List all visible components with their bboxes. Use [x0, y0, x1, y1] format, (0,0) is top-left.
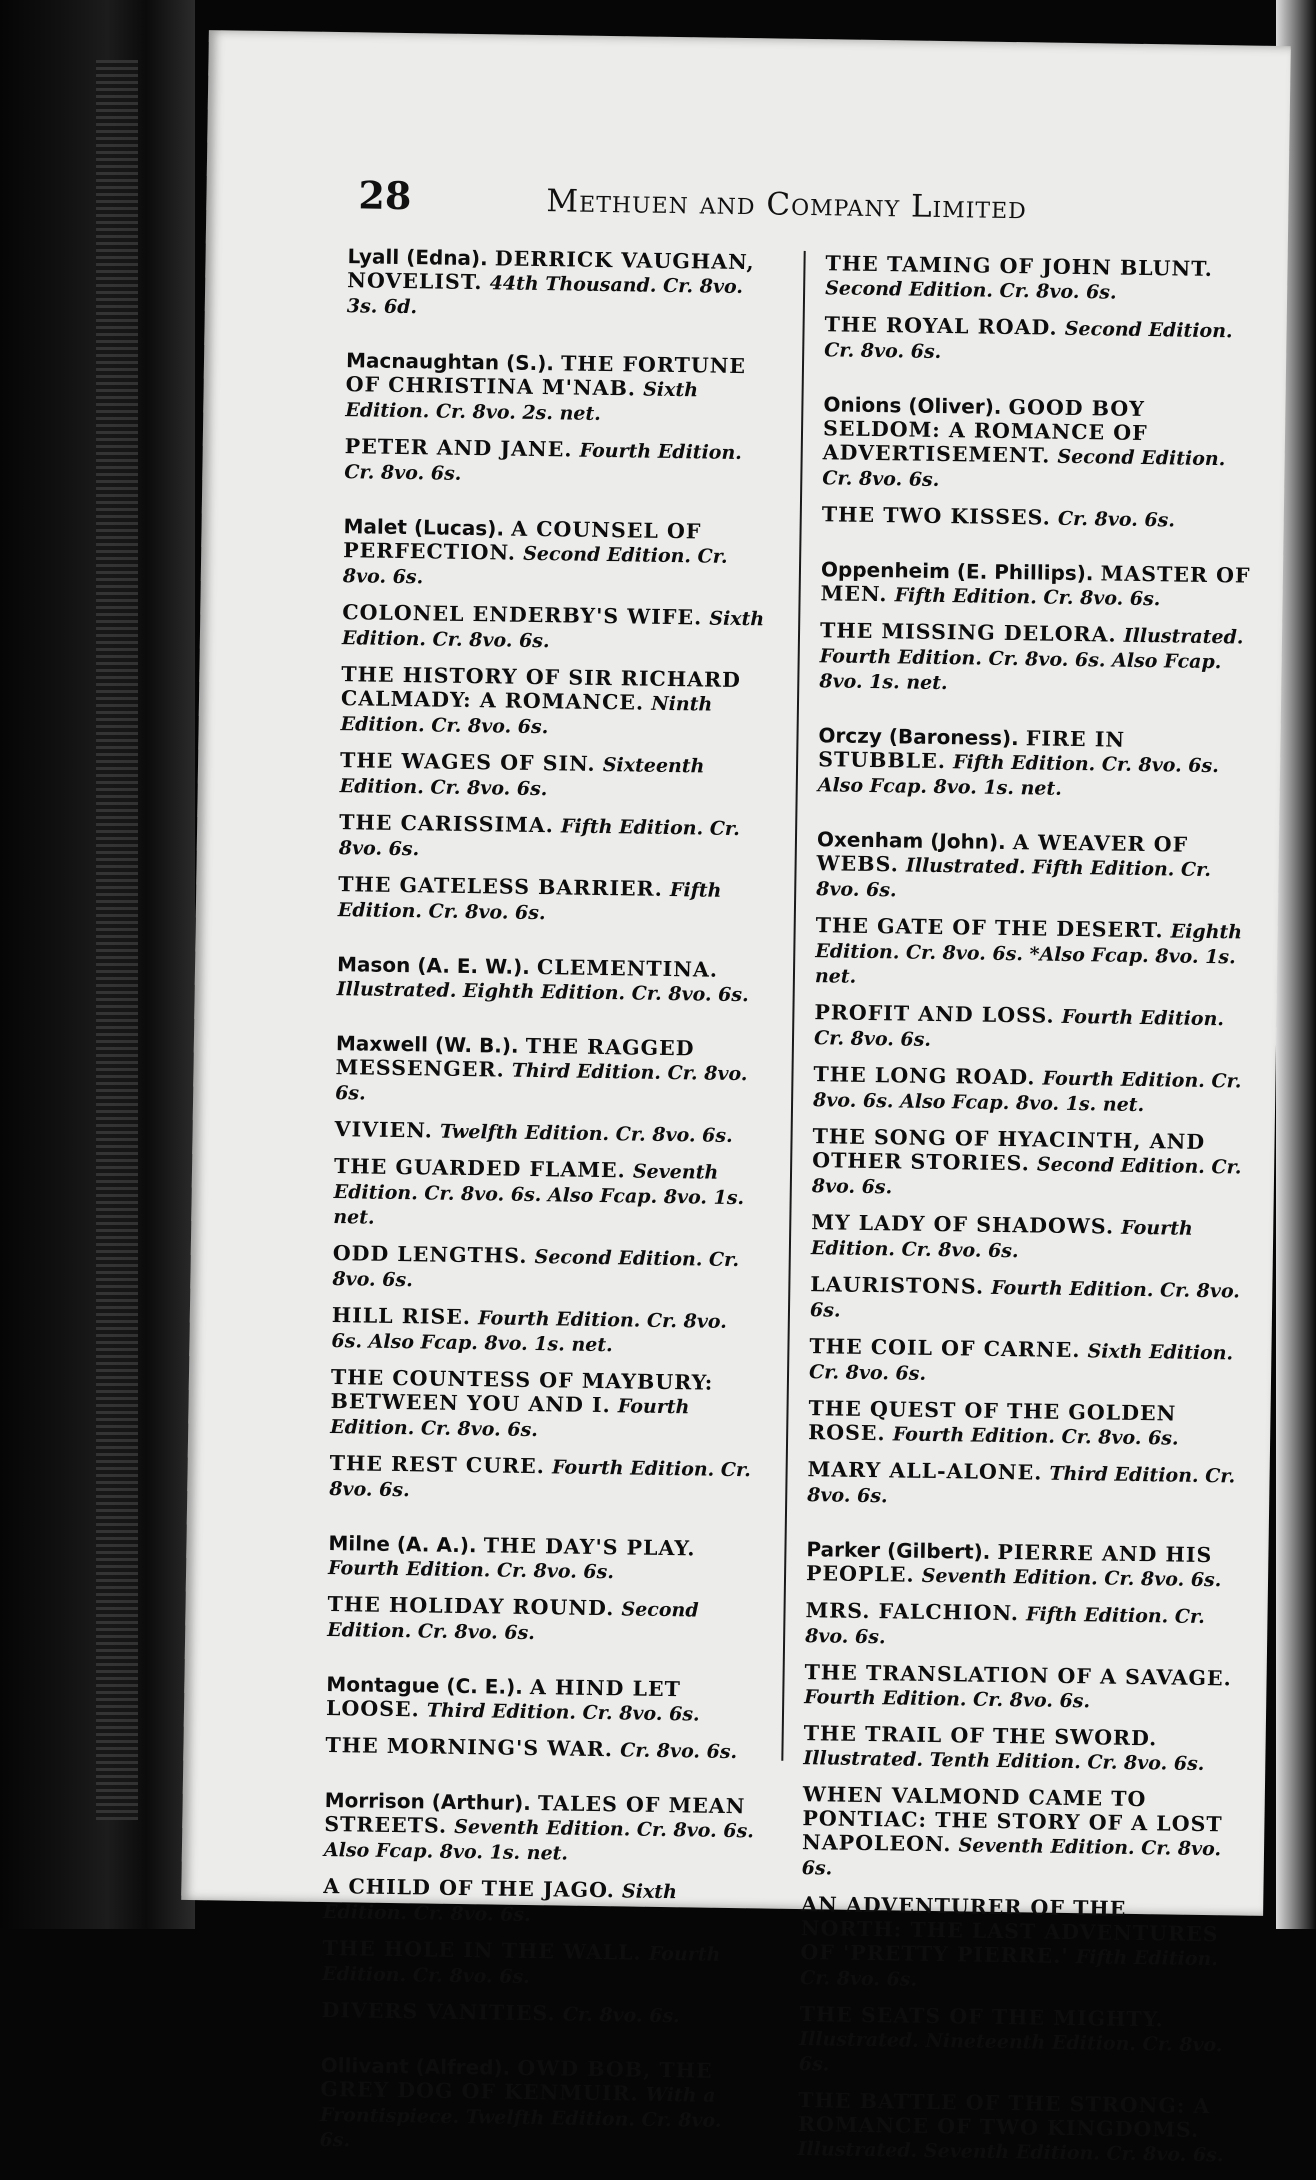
- catalogue-entry: [338, 872, 771, 928]
- entry-details: Second Edition. Cr. 8vo. 6s.: [327, 1598, 699, 1645]
- entry-details: Fourth Edition. Cr. 8vo. 6s.: [344, 439, 743, 485]
- catalogue-entry: [808, 1396, 1241, 1451]
- catalogue-entry: [337, 952, 770, 1007]
- catalogue-entry: [332, 1241, 765, 1297]
- entry-title: THE TRANSLATION OF A SAVAGE.: [804, 1660, 1232, 1691]
- catalogue-entry: [807, 1457, 1240, 1513]
- catalogue-entry: [815, 913, 1248, 994]
- entry-details: Fourth Edition. Cr. 8vo. 6s. Also Fcap. 8vo. 1s. net.: [812, 1067, 1242, 1117]
- entry-details: Fourth Edition. Cr. 8vo. 6s.: [810, 1216, 1193, 1263]
- catalogue-entry: [800, 1892, 1233, 1996]
- entry-title: THE BATTLE OF THE STRONG: A ROMANCE OF TWO KINGDOMS.: [797, 2088, 1211, 2142]
- catalogue-entry: [328, 1531, 761, 1586]
- entry-title: PIERRE AND HIS PEOPLE.: [805, 1539, 1213, 1587]
- entry-title: VIVIEN.: [334, 1117, 433, 1143]
- entry-author: Morrison (Arthur).: [324, 1787, 532, 1816]
- entry-details: Third Edition. Cr. 8vo. 6s.: [426, 1699, 700, 1726]
- entry-title: A CHILD OF THE JAGO.: [323, 1873, 616, 1903]
- entry-title: THE HISTORY OF SIR RICHARD CALMADY: A ROMANCE.: [340, 662, 742, 715]
- catalogue-entry: [330, 1365, 763, 1445]
- catalogue-entry: [809, 1334, 1242, 1390]
- catalogue-entry: [814, 1000, 1247, 1056]
- catalogue-entry: [810, 1272, 1243, 1328]
- catalogue-entry: [324, 1788, 757, 1868]
- entry-title: COLONEL ENDERBY'S WIFE.: [342, 600, 703, 630]
- entry-details: Third Edition. Cr. 8vo. 6s.: [807, 1462, 1236, 1508]
- page-number: 28: [358, 172, 412, 219]
- entry-title: PROFIT AND LOSS.: [814, 1000, 1055, 1028]
- spine-binding: [96, 60, 138, 1820]
- entry-details: Sixth Edition. Cr. 8vo. 6s.: [808, 1340, 1234, 1385]
- entry-details: Eighth Edition. Cr. 8vo. 6s. *Also Fcap. 8vo. 1s. net.: [814, 920, 1243, 988]
- catalogue-entry: [822, 392, 1255, 496]
- entry-details: Fifth Edition. Cr. 8vo. 6s.: [894, 584, 1161, 611]
- entry-details: Fourth Edition. Cr. 8vo. 6s. Also Fcap. 8vo. 1s. net.: [331, 1307, 727, 1357]
- entry-title: THE COIL OF CARNE.: [809, 1334, 1081, 1363]
- catalogue-entry: [802, 1782, 1235, 1886]
- catalogue-page: [181, 30, 1291, 2167]
- entry-title: FIRE IN STUBBLE.: [818, 726, 1126, 774]
- entry-title: THE COUNTESS OF MAYBURY: BETWEEN YOU AND I.: [330, 1365, 714, 1418]
- entry-title: ODD LENGTHS.: [332, 1241, 528, 1268]
- entry-details: Illustrated. Nineteenth Edition. Cr. 8vo. 6s.: [798, 2028, 1223, 2076]
- entry-title: OWD BOB, THE GREY DOG OF KENMUIR.: [320, 2055, 713, 2106]
- entry-details: Twelfth Edition. Cr. 8vo. 6s.: [439, 1120, 733, 1147]
- catalogue-entry: [819, 618, 1252, 699]
- catalogue-entry: [339, 810, 772, 866]
- catalogue-entry: [806, 1537, 1239, 1592]
- catalogue-entry: [824, 312, 1257, 368]
- entry-details: Sixth Edition. Cr. 8vo. 2s. net.: [345, 378, 699, 425]
- entry-details: Seventh Edition. Cr. 8vo. 6s. Also Fcap. 8vo. 1s. net.: [323, 1815, 755, 1865]
- right-column: [797, 251, 1257, 2179]
- entry-details: Fourth Edition. Cr. 8vo. 6s.: [330, 1395, 690, 1442]
- entry-title: MY LADY OF SHADOWS.: [811, 1210, 1115, 1239]
- catalogue-entry: [816, 827, 1249, 907]
- entry-details: Second Edition. Cr. 8vo. 6s.: [825, 277, 1117, 304]
- entry-author: Lyall (Edna).: [347, 244, 488, 271]
- entry-title: HILL RISE.: [331, 1303, 472, 1330]
- entry-author: Parker (Gilbert).: [806, 1537, 991, 1564]
- catalogue-entry: [331, 1303, 764, 1359]
- entry-details: Fifth Edition. Cr. 8vo. 6s.: [805, 1603, 1206, 1649]
- entry-details: Illustrated. Seventh Edition. Cr. 8vo. 6s.: [797, 2138, 1224, 2167]
- catalogue-entry: [822, 502, 1254, 533]
- entry-author: Mason (A. E. W.).: [336, 952, 531, 979]
- entry-details: Illustrated. Tenth Edition. Cr. 8vo. 6s.: [803, 1747, 1205, 1776]
- entry-details: 44th Thousand. Cr. 8vo. 3s. 6d.: [346, 272, 744, 319]
- running-title: Methuen and Company Limited: [546, 183, 1028, 227]
- entry-title: DERRICK VAUGHAN, NOVELIST.: [347, 246, 755, 295]
- entry-title: A COUNSEL OF PERFECTION.: [343, 516, 702, 565]
- entry-details: Illustrated. Fifth Edition. Cr. 8vo. 6s.: [816, 854, 1212, 902]
- catalogue-entry: [343, 514, 776, 594]
- catalogue-entry: [340, 748, 773, 804]
- catalogue-entry: [323, 1874, 756, 1930]
- entry-title: TALES OF MEAN STREETS.: [324, 1791, 746, 1838]
- entry-details: Sixteenth Edition. Cr. 8vo. 6s.: [339, 754, 705, 801]
- entry-details: Fourth Edition. Cr. 8vo. 6s.: [327, 1557, 615, 1584]
- catalogue-entry: [811, 1210, 1244, 1266]
- catalogue-entry: [804, 1660, 1237, 1715]
- catalogue-entry: [325, 1733, 757, 1764]
- entry-details: Illustrated. Eighth Edition. Cr. 8vo. 6s.: [336, 978, 749, 1007]
- entry-details: Illustrated. Fourth Edition. Cr. 8vo. 6s. Also Fcap. 8vo. 1s. net.: [819, 624, 1244, 695]
- catalogue-entry: [820, 557, 1253, 612]
- catalogue-entry: [345, 348, 778, 428]
- entry-title: THE GUARDED FLAME.: [333, 1154, 626, 1183]
- entry-details: Fourth Edition. Cr. 8vo. 6s.: [804, 1686, 1091, 1713]
- entry-author: Oxenham (John).: [816, 827, 1006, 854]
- entry-title: THE SONG OF HYACINTH, AND OTHER STORIES.: [812, 1124, 1206, 1176]
- catalogue-entry: [322, 1936, 755, 1992]
- entry-title: LAURISTONS.: [810, 1272, 985, 1299]
- entry-title: THE TWO KISSES.: [821, 502, 1052, 530]
- catalogue-entry: [347, 244, 780, 324]
- entry-title: THE ROYAL ROAD.: [824, 312, 1058, 340]
- catalogue-entry: [327, 1592, 760, 1648]
- entry-title: THE CARISSIMA.: [339, 810, 555, 838]
- book-spine: [0, 0, 195, 1929]
- entry-details: Fourth Edition. Cr. 8vo. 6s.: [321, 1942, 721, 1989]
- catalogue-entry: [799, 2002, 1232, 2082]
- entry-title: WHEN VALMOND CAME TO PONTIAC: THE STORY OF A LOST NAPOLEON.: [801, 1782, 1223, 1857]
- entry-title: THE GATELESS BARRIER.: [338, 872, 664, 901]
- entry-title: THE TAMING OF JOHN BLUNT.: [825, 251, 1214, 281]
- entry-details: Fifth Edition. Cr. 8vo. 6s.: [799, 1946, 1219, 1991]
- entry-title: PETER AND JANE.: [344, 434, 573, 462]
- catalogue-entry: [340, 662, 773, 742]
- entry-title: MARY ALL-ALONE.: [807, 1457, 1043, 1485]
- entry-title: THE MORNING'S WAR.: [325, 1732, 614, 1762]
- catalogue-entry: [797, 2088, 1230, 2167]
- entry-title: THE HOLE IN THE WALL.: [322, 1935, 642, 1965]
- entry-title: A WEAVER OF WEBS.: [816, 830, 1189, 877]
- catalogue-entry: [335, 1031, 768, 1111]
- entry-details: Fifth Edition. Cr. 8vo. 6s. Also Fcap. 8vo. 1s. net.: [817, 751, 1219, 800]
- entry-title: THE RAGGED MESSENGER.: [335, 1033, 695, 1082]
- entry-author: Maxwell (W. B.).: [335, 1031, 519, 1058]
- catalogue-entry: [321, 1998, 753, 2029]
- entry-details: Fourth Edition. Cr. 8vo. 6s.: [809, 1276, 1241, 1322]
- entry-title: THE WAGES OF SIN.: [339, 748, 596, 776]
- catalogue-entry: [818, 723, 1251, 803]
- catalogue-entry: [333, 1154, 766, 1235]
- entry-title: MASTER OF MEN.: [820, 561, 1251, 607]
- entry-title: THE QUEST OF THE GOLDEN ROSE.: [808, 1396, 1177, 1446]
- entry-details: Fourth Edition. Cr. 8vo. 6s.: [813, 1005, 1225, 1051]
- entry-title: MRS. FALCHION.: [805, 1598, 1020, 1626]
- entry-details: Ninth Edition. Cr. 8vo. 6s.: [340, 692, 713, 739]
- entry-details: Fourth Edition. Cr. 8vo. 6s.: [329, 1456, 752, 1502]
- entry-title: A HIND LET LOOSE.: [325, 1675, 682, 1722]
- column-divider: [781, 251, 805, 1761]
- entry-details: Second Edition. Cr. 8vo. 6s.: [342, 542, 728, 589]
- entry-title: THE GATE OF THE DESERT.: [815, 913, 1164, 943]
- entry-details: Second Edition. Cr. 8vo. 6s.: [824, 317, 1233, 363]
- catalogue-entry: [825, 251, 1258, 306]
- entry-details: Sixth Edition. Cr. 8vo. 6s.: [341, 607, 765, 653]
- catalogue-entry: [326, 1672, 759, 1727]
- entry-title: CLEMENTINA.: [536, 955, 719, 982]
- entry-author: Ollivant (Alfred).: [320, 2052, 511, 2080]
- entry-author: Onions (Oliver).: [823, 392, 1002, 419]
- entry-details: Third Edition. Cr. 8vo. 6s.: [335, 1059, 748, 1105]
- entry-title: AN ADVENTURER OF THE NORTH: THE LAST ADVENTURES OF 'PRETTY PIERRE.': [800, 1892, 1219, 1969]
- entry-title: GOOD BOY SELDOM: A ROMANCE OF ADVERTISEMENT.: [822, 394, 1148, 468]
- entry-title: THE TRAIL OF THE SWORD.: [803, 1721, 1158, 1751]
- entry-title: THE FORTUNE OF CHRISTINA M'NAB.: [345, 351, 747, 401]
- catalogue-entry: [342, 600, 775, 656]
- left-column: [319, 244, 779, 2170]
- entry-title: THE LONG ROAD.: [813, 1062, 1036, 1090]
- entry-details: Cr. 8vo. 6s.: [619, 1739, 738, 1764]
- entry-details: Cr. 8vo. 6s.: [1057, 507, 1176, 532]
- entry-title: THE MISSING DELORA.: [819, 618, 1117, 647]
- catalogue-entry: [319, 2053, 752, 2158]
- entry-details: Seventh Edition. Cr. 8vo. 6s.: [921, 1564, 1222, 1592]
- entry-details: Sixth Edition. Cr. 8vo. 6s.: [322, 1880, 678, 1927]
- entry-details: Fifth Edition. Cr. 8vo. 6s.: [338, 815, 740, 861]
- entry-title: DIVERS VANITIES.: [321, 1997, 556, 2026]
- catalogue-entry: [812, 1124, 1245, 1204]
- entry-author: Macnaughtan (S.).: [345, 348, 555, 376]
- entry-details: With a Frontispiece. Twelfth Edition. Cr. 8vo. 6s.: [319, 2083, 722, 2152]
- entry-details: Second Edition. Cr. 8vo. 6s.: [822, 445, 1226, 491]
- catalogue-entry: [334, 1117, 766, 1148]
- catalogue-entry: [329, 1451, 762, 1507]
- entry-details: Fourth Edition. Cr. 8vo. 6s.: [892, 1423, 1179, 1450]
- entry-author: Milne (A. A.).: [328, 1531, 477, 1558]
- entry-author: Orczy (Baroness).: [818, 723, 1019, 751]
- entry-title: THE REST CURE.: [329, 1451, 546, 1479]
- entry-details: Fifth Edition. Cr. 8vo. 6s.: [337, 879, 722, 925]
- catalogue-entry: [344, 434, 777, 490]
- entry-author: Montague (C. E.).: [326, 1672, 523, 1699]
- entry-author: Malet (Lucas).: [343, 514, 505, 541]
- entry-details: Seventh Edition. Cr. 8vo. 6s. Also Fcap. 8vo. 1s. net.: [333, 1160, 745, 1229]
- entry-title: THE SEATS OF THE MIGHTY.: [799, 2002, 1164, 2032]
- entry-details: Cr. 8vo. 6s.: [562, 2003, 680, 2028]
- entry-details: Second Edition. Cr. 8vo. 6s.: [332, 1246, 740, 1292]
- entry-details: Seventh Edition. Cr. 8vo. 6s.: [801, 1834, 1222, 1880]
- page-header: [358, 172, 1199, 244]
- catalogue-entry: [803, 1721, 1236, 1776]
- entry-details: Second Edition. Cr. 8vo. 6s.: [811, 1153, 1242, 1199]
- entry-author: Oppenheim (E. Phillips).: [820, 557, 1094, 586]
- entry-title: THE DAY'S PLAY.: [483, 1533, 696, 1561]
- entry-title: THE HOLIDAY ROUND.: [327, 1592, 615, 1621]
- catalogue-entry: [805, 1598, 1238, 1654]
- catalogue-entry: [813, 1062, 1246, 1118]
